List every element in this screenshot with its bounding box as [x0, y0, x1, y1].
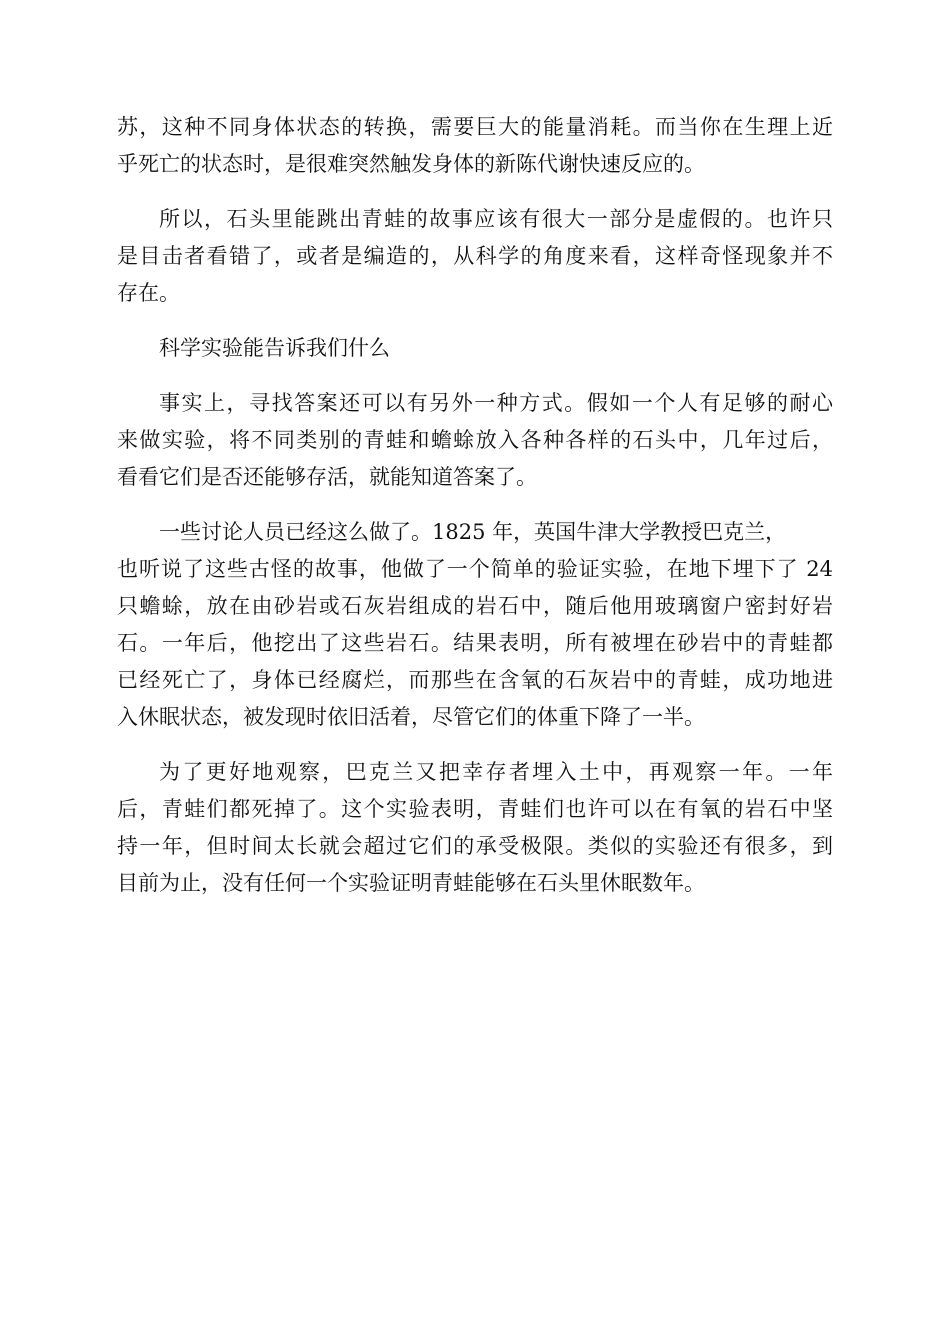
- text-line: 所以，石头里能跳出青蛙的故事应该有很大一部分是虚假的。也许只: [159, 207, 833, 231]
- text-line: 来做实验，将不同类别的青蛙和蟾蜍放入各种各样的石头中，几年过后，: [117, 428, 833, 452]
- text-line: 后，青蛙们都死掉了。这个实验表明，青蛙们也许可以在有氧的岩石中坚: [117, 797, 833, 821]
- paragraph-6: [117, 754, 833, 902]
- text-line: 也听说了这些古怪的故事，他做了一个简单的验证实验，在地下埋下了 24: [117, 557, 833, 581]
- text-line: 目前为止，没有任何一个实验证明青蛙能够在石头里休眠数年。: [117, 871, 705, 895]
- paragraph-1: [117, 109, 833, 183]
- paragraph-5: [117, 514, 833, 736]
- text-line: 入休眠状态，被发现时依旧活着，尽管它们的体重下降了一半。: [117, 705, 705, 729]
- text-line: 持一年，但时间太长就会超过它们的承受极限。类似的实验还有很多，到: [117, 834, 833, 858]
- heading-text: 科学实验能告诉我们什么: [159, 336, 390, 360]
- text-line: 一些讨论人员已经这么做了。1825 年，英国牛津大学教授巴克兰，: [159, 520, 787, 544]
- text-line: 为了更好地观察，巴克兰又把幸存者埋入土中，再观察一年。一年: [159, 760, 833, 784]
- text-line: 只蟾蜍，放在由砂岩或石灰岩组成的岩石中，随后他用玻璃窗户密封好岩: [117, 594, 833, 618]
- text-line: 苏，这种不同身体状态的转换，需要巨大的能量消耗。而当你在生理上近: [117, 115, 833, 139]
- section-heading: [117, 330, 833, 367]
- text-line: 存在。: [117, 281, 180, 305]
- paragraph-2: [117, 201, 833, 312]
- document-body: [117, 109, 833, 902]
- text-line: 已经死亡了，身体已经腐烂，而那些在含氧的石灰岩中的青蛙，成功地进: [117, 668, 833, 692]
- paragraph-4: [117, 385, 833, 496]
- text-line: 乎死亡的状态时，是很难突然触发身体的新陈代谢快速反应的。: [117, 152, 705, 176]
- text-line: 石。一年后，他挖出了这些岩石。结果表明，所有被埋在砂岩中的青蛙都: [117, 631, 833, 655]
- text-line: 是目击者看错了，或者是编造的，从科学的角度来看，这样奇怪现象并不: [117, 244, 833, 268]
- text-line: 事实上，寻找答案还可以有另外一种方式。假如一个人有足够的耐心: [159, 391, 833, 415]
- text-line: 看看它们是否还能够存活，就能知道答案了。: [117, 465, 537, 489]
